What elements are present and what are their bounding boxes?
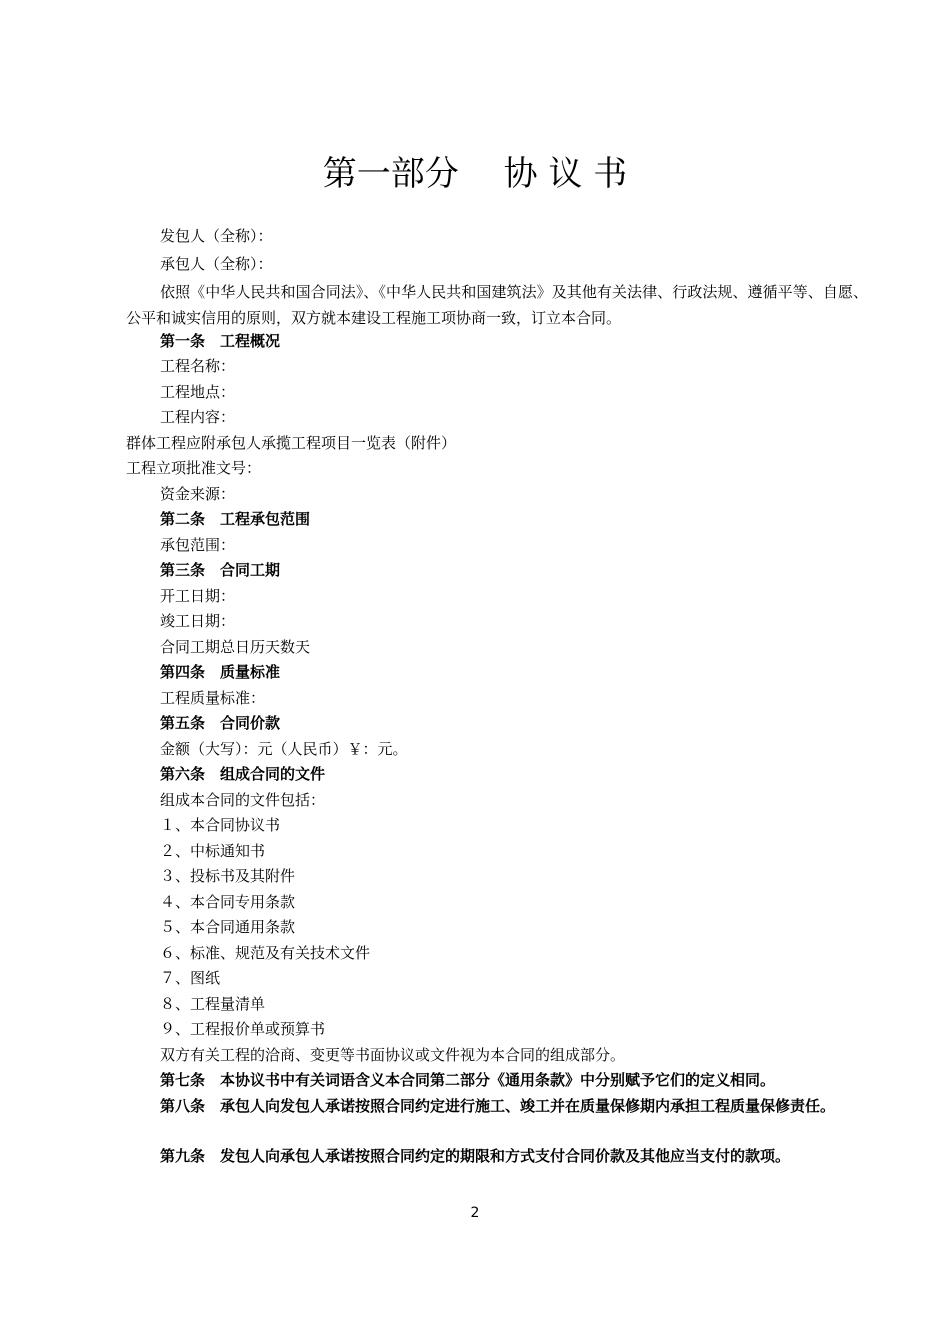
employer-line: 发包人（全称）： [160, 227, 273, 245]
article-3-heading: 第三条 合同工期 [160, 561, 281, 579]
page-title: 第一部分 协 议 书 [322, 154, 628, 194]
document-item-4: ４、本合同专用条款 [160, 893, 296, 911]
article-1-heading: 第一条 工程概况 [160, 332, 281, 350]
duration-line: 合同工期总日历天数天 [160, 638, 311, 656]
article-2-heading: 第二条 工程承包范围 [160, 510, 311, 528]
contractor-line: 承包人（全称）： [160, 255, 273, 273]
finish-date-line: 竣工日期： [160, 612, 236, 630]
document-item-7: ７、图纸 [160, 969, 221, 987]
article-6-heading: 第六条 组成合同的文件 [160, 765, 326, 783]
document-item-2: ２、中标通知书 [160, 842, 266, 860]
project-content-line: 工程内容： [160, 408, 236, 426]
project-location-line: 工程地点： [160, 383, 236, 401]
page-number: 2 [470, 1205, 480, 1221]
document-item-8: ８、工程量清单 [160, 995, 266, 1013]
document-item-6: ６、标准、规范及有关技术文件 [160, 944, 371, 962]
documents-intro-line: 组成本合同的文件包括： [160, 791, 326, 809]
documents-note-line: 双方有关工程的洽商、变更等书面协议或文件视为本合同的组成部分。 [160, 1046, 626, 1064]
document-item-5: ５、本合同通用条款 [160, 918, 296, 936]
funding-source-line: 资金来源： [160, 485, 236, 503]
article-7-paragraph: 第七条 本协议书中有关词语含义本合同第二部分《通用条款》中分别赋予它们的定义相同。 [160, 1071, 776, 1089]
quality-standard-line: 工程质量标准： [160, 689, 266, 707]
document-item-3: ３、投标书及其附件 [160, 867, 296, 885]
approval-number-line: 工程立项批准文号： [126, 459, 262, 477]
contract-amount-line: 金额（大写）：元（人民币）￥：元。 [160, 740, 408, 758]
scope-line: 承包范围： [160, 536, 236, 554]
article-5-heading: 第五条 合同价款 [160, 714, 281, 732]
article-9-paragraph: 第九条 发包人向承包人承诺按照合同约定的期限和方式支付合同价款及其他应当支付的款项。 [160, 1147, 791, 1165]
article-4-heading: 第四条 质量标准 [160, 663, 281, 681]
preamble-paragraph: 依照《中华人民共和国合同法》、《中华人民共和国建筑法》及其他有关法律、行政法规、遵循平等、自愿、公平和诚实信用的原则，双方就本建设工程施工项协商一致，订立本合同。 [126, 283, 868, 327]
start-date-line: 开工日期： [160, 587, 236, 605]
project-name-line: 工程名称： [160, 357, 236, 375]
document-item-9: ９、工程报价单或预算书 [160, 1020, 326, 1038]
group-project-note: 群体工程应附承包人承揽工程项目一览表（附件） [126, 434, 457, 452]
document-item-1: １、本合同协议书 [160, 816, 281, 834]
article-8-paragraph: 第八条 承包人向发包人承诺按照合同约定进行施工、竣工并在质量保修期内承担工程质量保修责任。 [160, 1097, 836, 1115]
